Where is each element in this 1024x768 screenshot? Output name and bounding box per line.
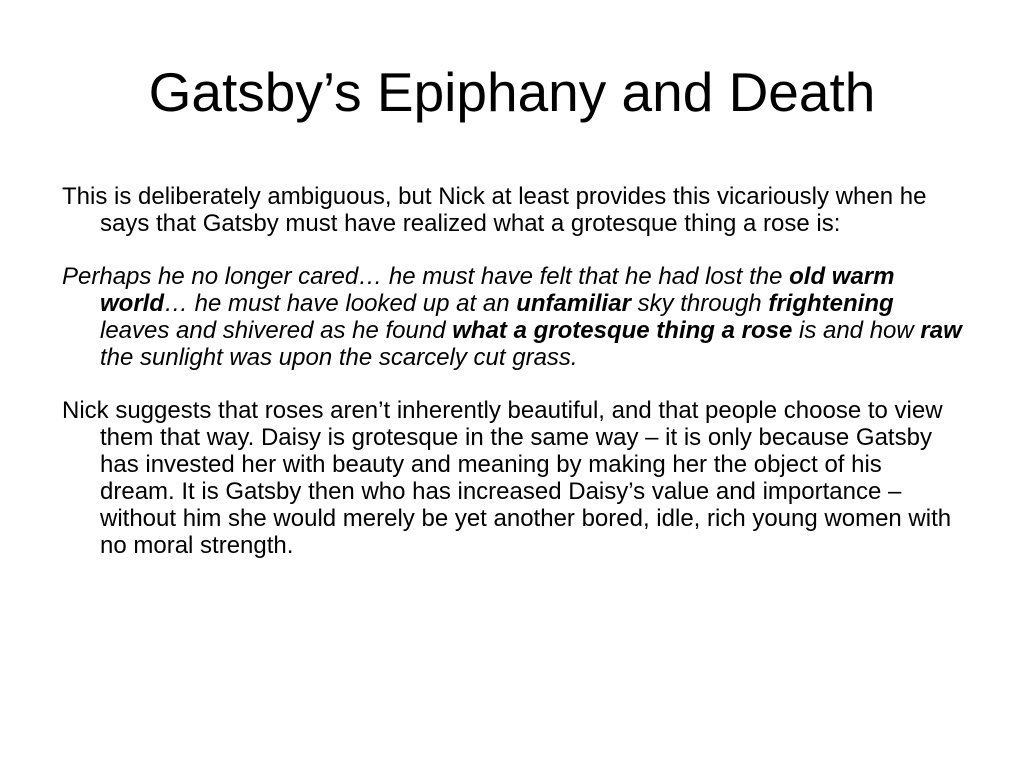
analysis-paragraph: Nick suggests that roses aren’t inherently beautiful, and that people choose to view them that way. Daisy is grotesque in the same way – it is only because Gatsby has invested her with beauty and meaning by making her the object of his dream. It is Gatsby then who has increased Daisy’s value and importance – without him she would merely be yet another bored, idle, rich young women with no moral strength. <box>62 397 952 559</box>
slide-body <box>62 183 962 585</box>
quote-emphasis: raw <box>920 317 962 344</box>
quote-text: … he must have looked up at an <box>164 290 517 317</box>
quote-text: Perhaps he no longer cared… he must have felt that he had lost the <box>62 263 790 290</box>
quote-text: sky through <box>630 290 769 317</box>
quote-emphasis: old warm world <box>100 263 895 317</box>
intro-paragraph: This is deliberately ambiguous, but Nick at least provides this vicariously when he says that Gatsby must have realized what a grotesque thing a rose is: <box>62 183 927 237</box>
quote-emphasis: frightening <box>768 290 894 317</box>
quote-text: leaves and shivered as he found <box>100 317 453 344</box>
quote-text: the sunlight was upon the scarcely cut grass. <box>100 344 578 371</box>
quote-emphasis: unfamiliar <box>516 290 631 317</box>
quote-emphasis: what a grotesque thing a rose <box>452 317 793 344</box>
slide-title: Gatsby’s Epiphany and Death <box>148 61 876 123</box>
quote-paragraph <box>62 263 962 371</box>
quote-text: is and how <box>792 317 921 344</box>
